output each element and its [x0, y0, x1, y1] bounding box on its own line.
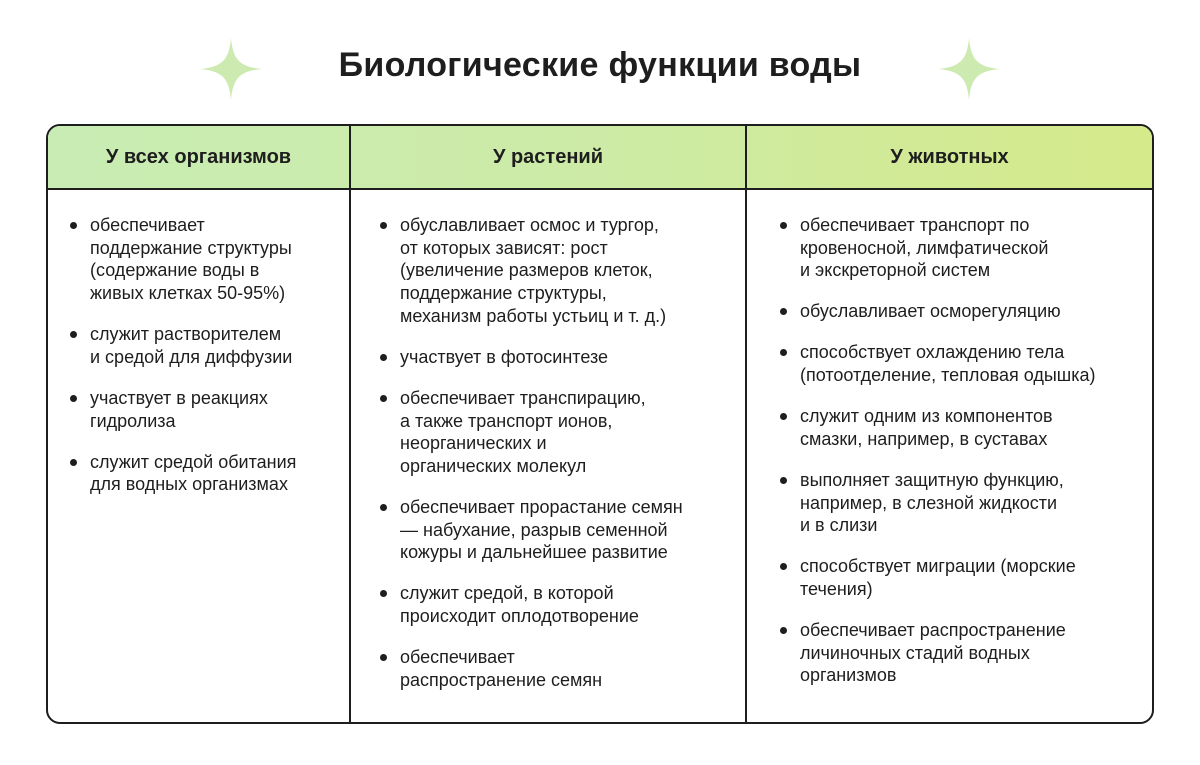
cell-plants — [378, 214, 738, 710]
sparkle-icon — [936, 36, 1002, 102]
list-item: способствует миграции (морские течения) — [778, 555, 1148, 600]
list-item: обеспечивает распространение личиночных стадий водных организмов — [778, 619, 1148, 687]
cell-animals — [778, 214, 1148, 705]
list-item: обеспечивает прорастание семян — набухание, разрыв семенной кожуры и дальнейшее развитие — [378, 496, 738, 564]
function-list — [778, 214, 1148, 687]
table-header — [48, 126, 1152, 190]
list-item: способствует охлаждению тела (потоотделение, тепловая одышка) — [778, 341, 1148, 386]
list-item: служит растворителем и средой для диффузии — [68, 323, 338, 368]
list-item: обеспечивает поддержание структуры (содержание воды в живых клетках 50-95%) — [68, 214, 338, 305]
function-list — [378, 214, 738, 691]
list-item: служит одним из компонентов смазки, например, в суставах — [778, 405, 1148, 450]
list-item: участвует в фотосинтезе — [378, 346, 738, 369]
page-title: Биологические функции воды — [338, 46, 862, 84]
list-item: обеспечивает распространение семян — [378, 646, 738, 691]
functions-table — [46, 124, 1154, 724]
list-item: обуславливает осморегуляцию — [778, 300, 1148, 323]
column-header-all-organisms: У всех организмов — [105, 146, 292, 168]
list-item: участвует в реакциях гидролиза — [68, 387, 338, 432]
function-list — [68, 214, 338, 496]
list-item: служит средой обитания для водных организмах — [68, 451, 338, 496]
list-item: служит средой, в которой происходит оплодотворение — [378, 582, 738, 627]
list-item: выполняет защитную функцию, например, в слезной жидкости и в слизи — [778, 469, 1148, 537]
column-header-plants: У растений — [492, 146, 604, 168]
list-item: обуславливает осмос и тургор, от которых зависят: рост (увеличение размеров клеток, поддержание структуры, механизм работы устьиц и т. д.) — [378, 214, 738, 328]
column-header-animals: У животных — [890, 146, 1009, 168]
table-body — [48, 190, 1152, 722]
list-item: обеспечивает транспорт по кровеносной, лимфатической и экскреторной систем — [778, 214, 1148, 282]
cell-all-organisms — [68, 214, 338, 514]
list-item: обеспечивает транспирацию, а также транспорт ионов, неорганических и органических молекул — [378, 387, 738, 478]
title-row — [0, 0, 1200, 124]
